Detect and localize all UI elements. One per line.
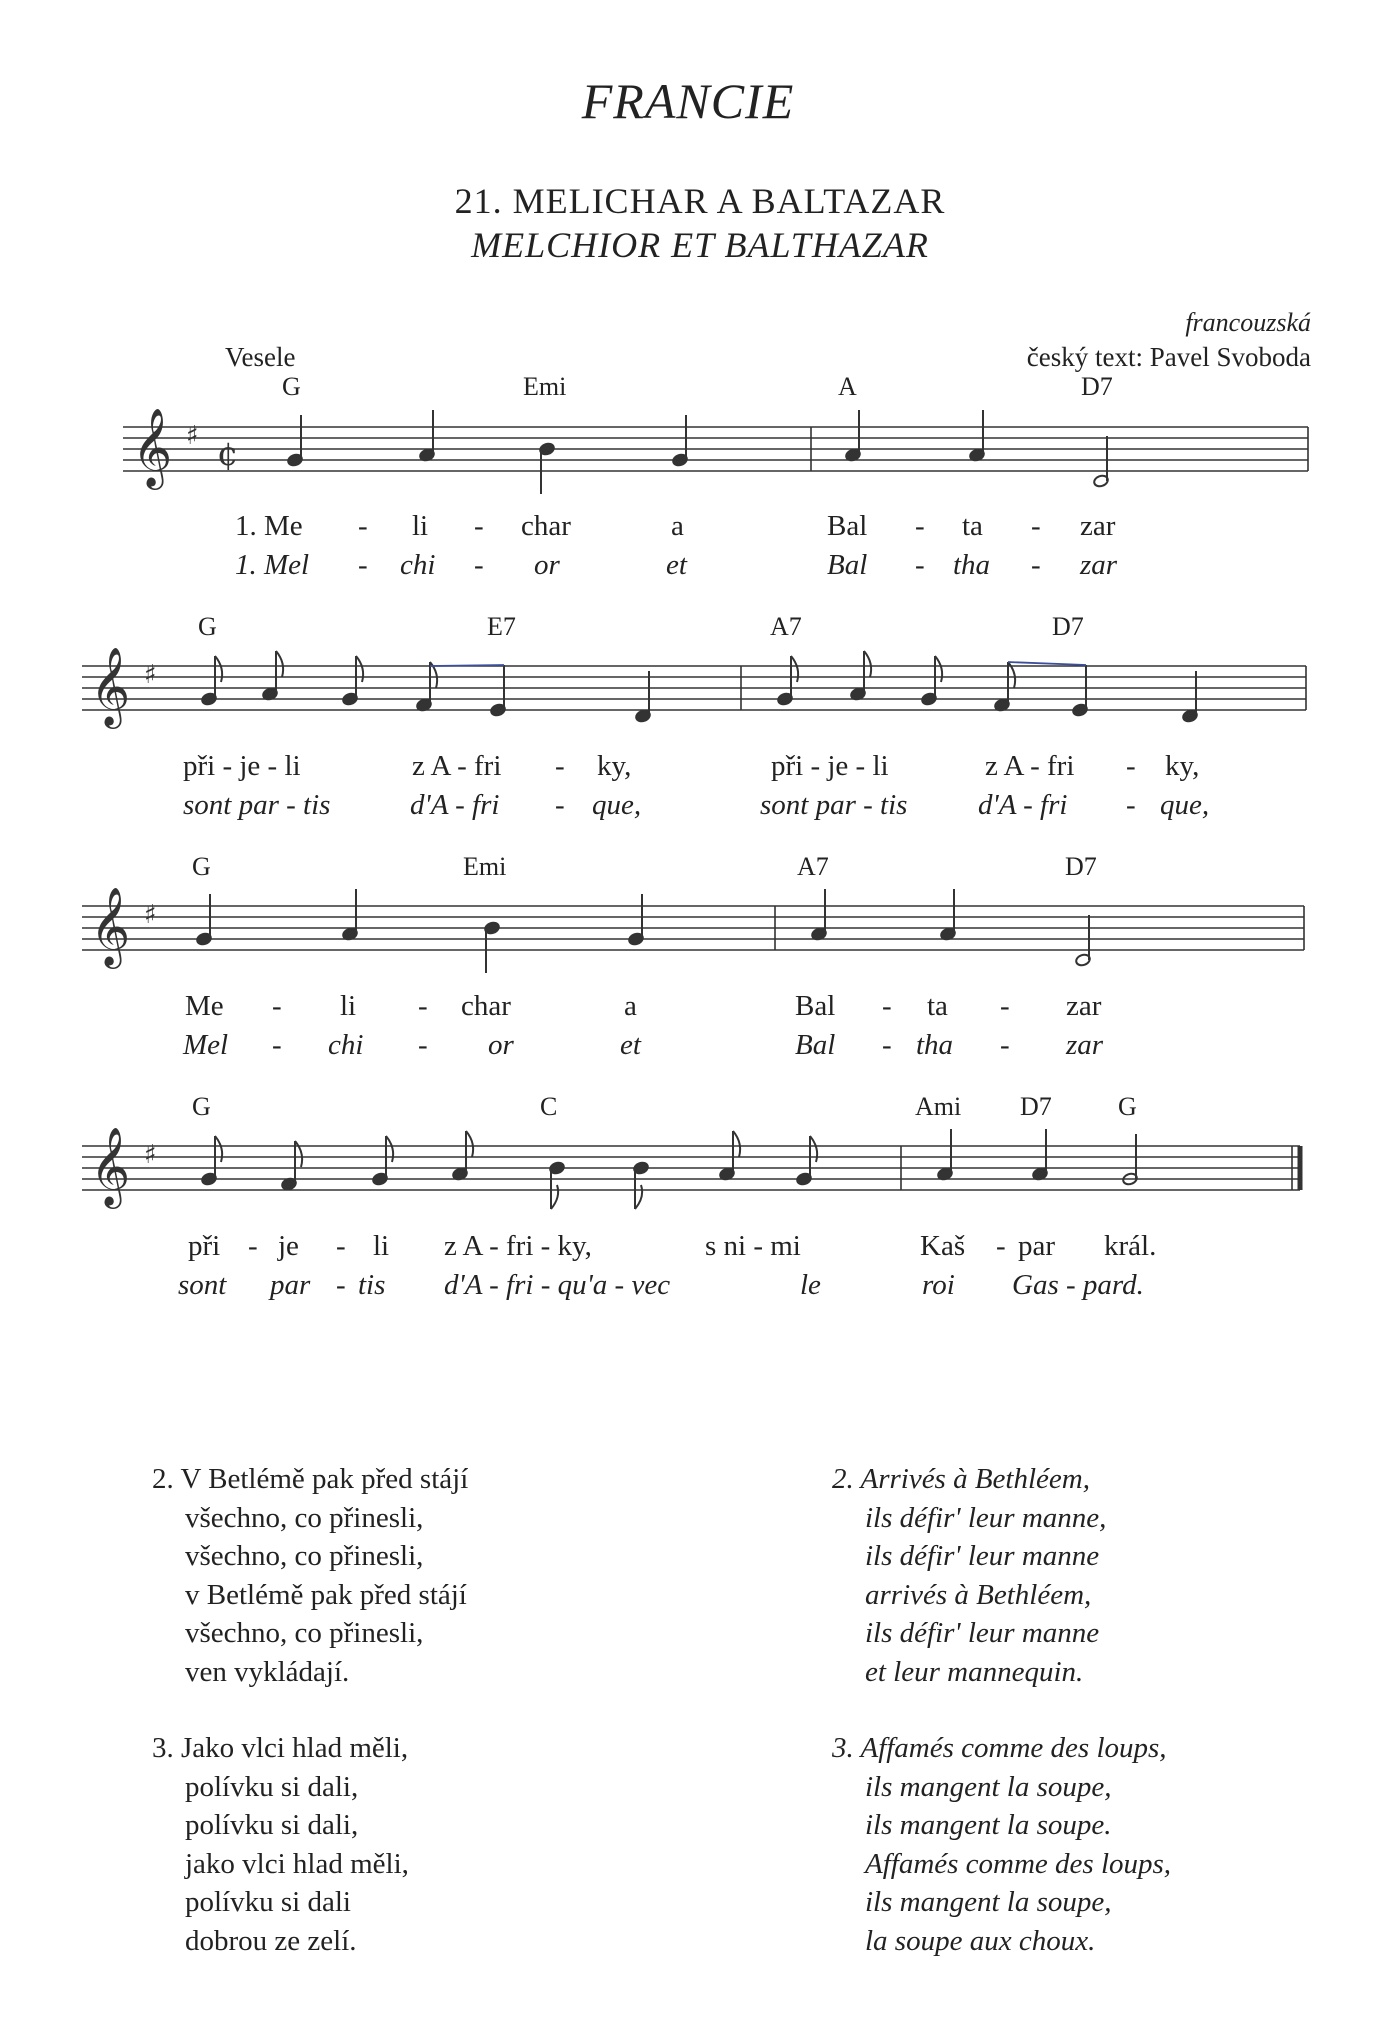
lyric-syllable: char bbox=[521, 510, 571, 542]
lyric-syllable: ky, bbox=[1165, 750, 1200, 782]
lyric-hyphen: - bbox=[474, 549, 484, 581]
lyric-syllable: při - je - li bbox=[771, 750, 889, 782]
verse-line: ils défir' leur manne bbox=[865, 1617, 1100, 1649]
lyric-hyphen: - bbox=[336, 1230, 346, 1262]
treble-clef-icon: 𝄞 bbox=[90, 1127, 131, 1206]
lyric-hyphen: - bbox=[358, 510, 368, 542]
chord: D7 bbox=[1065, 852, 1097, 881]
verse-line: všechno, co přinesli, bbox=[185, 1617, 424, 1649]
lyric-hyphen: - bbox=[272, 1029, 282, 1061]
lyric-syllable: při bbox=[188, 1230, 221, 1262]
cut-time-icon: ¢ bbox=[217, 434, 239, 474]
lyric-syllable: char bbox=[461, 990, 511, 1022]
verse-line: 3. Affamés comme des loups, bbox=[832, 1732, 1167, 1764]
sharp-icon: ♯ bbox=[144, 900, 157, 930]
lyric-hyphen: - bbox=[336, 1269, 346, 1301]
lyric-syllable-fr: zar bbox=[1066, 1029, 1104, 1061]
lyric-syllable-fr: le bbox=[800, 1269, 821, 1301]
lyric-hyphen: - bbox=[358, 549, 368, 581]
lyric-hyphen: - bbox=[1000, 990, 1010, 1022]
lyric-hyphen: - bbox=[555, 750, 565, 782]
lyric-syllable-fr: tha bbox=[916, 1029, 954, 1061]
verse-line: ils mangent la soupe. bbox=[865, 1809, 1112, 1841]
treble-clef-icon: 𝄞 bbox=[132, 408, 173, 487]
lyric-syllable: par bbox=[1018, 1230, 1056, 1262]
verse-line: v Betlémě pak před stájí bbox=[185, 1578, 467, 1611]
lyric-hyphen: - bbox=[248, 1230, 258, 1262]
verse-line: ils défir' leur manne, bbox=[865, 1501, 1107, 1534]
chord: Emi bbox=[463, 852, 507, 881]
lyric-hyphen: - bbox=[474, 510, 484, 542]
chord: G bbox=[1118, 1092, 1137, 1121]
lyric-syllable: zar bbox=[1080, 510, 1116, 542]
lyric-syllable-fr: que, bbox=[1160, 789, 1210, 821]
verse-3-czech bbox=[152, 1729, 409, 1960]
verse-2-french bbox=[832, 1460, 1106, 1691]
chord: Emi bbox=[523, 372, 567, 401]
lyric-syllable: a bbox=[624, 990, 637, 1022]
verse-3-french bbox=[832, 1729, 1171, 1960]
lyric-hyphen: - bbox=[882, 990, 892, 1022]
lyric-syllable: z A - fri bbox=[412, 750, 502, 782]
verse-line: ils mangent la soupe, bbox=[865, 1770, 1112, 1803]
lyric-syllable-fr: que, bbox=[592, 789, 642, 821]
lyric-syllable-fr: Bal bbox=[795, 1029, 836, 1061]
verse-line: všechno, co přinesli, bbox=[185, 1501, 424, 1534]
lyric-syllable-fr: tis bbox=[358, 1269, 386, 1301]
lyric-syllable-fr: or bbox=[488, 1029, 514, 1061]
lyric-syllable-fr: d'A - fri bbox=[410, 789, 500, 821]
chord: G bbox=[282, 372, 301, 401]
sharp-icon: ♯ bbox=[186, 421, 199, 451]
verse-line: 3. Jako vlci hlad měli, bbox=[152, 1732, 409, 1764]
sharp-icon: ♯ bbox=[144, 1140, 157, 1170]
sharp-icon: ♯ bbox=[144, 660, 157, 690]
treble-clef-icon: 𝄞 bbox=[90, 647, 131, 726]
lyric-hyphen: - bbox=[882, 1029, 892, 1061]
lyric-hyphen: - bbox=[1126, 789, 1136, 821]
verse-line: Affamés comme des loups, bbox=[865, 1847, 1172, 1880]
lyric-syllable: při - je - li bbox=[183, 750, 301, 782]
chord: G bbox=[192, 1092, 211, 1121]
lyric-syllable-fr: chi bbox=[400, 549, 436, 581]
lyric-syllable-fr: sont par - tis bbox=[183, 789, 331, 821]
verse-line: 2. V Betlémě pak před stájí bbox=[152, 1463, 469, 1495]
chord: G bbox=[198, 612, 217, 641]
lyric-syllable: 1. Me bbox=[235, 510, 303, 542]
lyric-syllable: a bbox=[671, 510, 684, 542]
tempo-marking: Vesele bbox=[225, 342, 296, 372]
lyric-syllable-fr: or bbox=[534, 549, 560, 581]
lyric-syllable: ta bbox=[962, 510, 983, 542]
chord: A7 bbox=[797, 852, 829, 881]
verse-line: la soupe aux choux. bbox=[865, 1924, 1096, 1957]
chord: D7 bbox=[1081, 372, 1113, 401]
lyric-syllable: z A - fri bbox=[985, 750, 1075, 782]
translator-credit: český text: Pavel Svoboda bbox=[1026, 342, 1311, 372]
lyric-syllable-fr: Gas - pard. bbox=[1012, 1269, 1144, 1301]
lyric-syllable: li bbox=[373, 1230, 390, 1262]
lyric-syllable-fr: Mel bbox=[183, 1029, 229, 1061]
lyric-syllable: z A - fri - ky, bbox=[444, 1230, 592, 1262]
verse-line: dobrou ze zelí. bbox=[185, 1924, 357, 1957]
song-origin: francouzská bbox=[1185, 308, 1311, 337]
lyric-hyphen: - bbox=[996, 1230, 1006, 1262]
chord: Ami bbox=[915, 1092, 962, 1121]
lyric-syllable-fr: sont bbox=[178, 1269, 227, 1301]
lyric-syllable-fr: 1. Mel bbox=[235, 549, 310, 581]
lyric-syllable: Bal bbox=[795, 990, 836, 1022]
lyric-syllable-fr: roi bbox=[922, 1269, 955, 1301]
lyric-syllable: král. bbox=[1104, 1230, 1157, 1262]
lyric-syllable-fr: et bbox=[620, 1029, 641, 1061]
verse-2-czech bbox=[152, 1460, 468, 1691]
verse-line: jako vlci hlad měli, bbox=[185, 1847, 409, 1880]
lyric-syllable: s ni - mi bbox=[705, 1230, 801, 1262]
verse-line: polívku si dali bbox=[185, 1886, 351, 1918]
lyric-syllable: zar bbox=[1066, 990, 1102, 1022]
song-title: 21. MELICHAR A BALTAZAR bbox=[454, 181, 946, 221]
lyric-syllable-fr: d'A - fri bbox=[978, 789, 1068, 821]
lyric-syllable-fr: et bbox=[666, 549, 687, 581]
verse-line: et leur mannequin. bbox=[865, 1655, 1084, 1688]
lyric-syllable-fr: Bal bbox=[827, 549, 868, 581]
chord: A7 bbox=[770, 612, 802, 641]
lyric-hyphen: - bbox=[1031, 549, 1041, 581]
lyric-syllable: Bal bbox=[827, 510, 868, 542]
chord: E7 bbox=[487, 612, 516, 641]
page-heading-country: FRANCIE bbox=[581, 73, 795, 129]
verse-line: polívku si dali, bbox=[185, 1770, 359, 1803]
treble-clef-icon: 𝄞 bbox=[90, 887, 131, 966]
lyric-syllable: li bbox=[340, 990, 357, 1022]
lyric-hyphen: - bbox=[555, 789, 565, 821]
song-subtitle: MELCHIOR ET BALTHAZAR bbox=[471, 225, 929, 265]
lyric-syllable-fr: tha bbox=[953, 549, 991, 581]
lyric-hyphen: - bbox=[915, 549, 925, 581]
lyric-hyphen: - bbox=[915, 510, 925, 542]
lyric-hyphen: - bbox=[1000, 1029, 1010, 1061]
lyric-syllable: ta bbox=[927, 990, 948, 1022]
verse-line: ils défir' leur manne bbox=[865, 1540, 1100, 1572]
verse-line: všechno, co přinesli, bbox=[185, 1540, 424, 1572]
lyric-syllable-fr: chi bbox=[328, 1029, 364, 1061]
lyric-hyphen: - bbox=[418, 990, 428, 1022]
lyric-syllable-fr: zar bbox=[1080, 549, 1118, 581]
lyric-syllable: Me bbox=[185, 990, 224, 1022]
lyric-syllable-fr: par bbox=[270, 1269, 311, 1301]
verse-line: 2. Arrivés à Bethléem, bbox=[832, 1463, 1090, 1495]
lyric-hyphen: - bbox=[1126, 750, 1136, 782]
chord: G bbox=[192, 852, 211, 881]
verse-line: ven vykládají. bbox=[185, 1655, 350, 1688]
lyric-syllable: je bbox=[278, 1230, 299, 1262]
lyric-syllable-fr: sont par - tis bbox=[760, 789, 908, 821]
lyric-hyphen: - bbox=[272, 990, 282, 1022]
chord: D7 bbox=[1020, 1092, 1052, 1121]
chord: D7 bbox=[1052, 612, 1084, 641]
verse-line: ils mangent la soupe, bbox=[865, 1886, 1112, 1918]
lyric-syllable: ky, bbox=[597, 750, 632, 782]
lyric-hyphen: - bbox=[418, 1029, 428, 1061]
verse-line: polívku si dali, bbox=[185, 1809, 359, 1841]
lyric-syllable-fr: d'A - fri - qu'a - vec bbox=[444, 1269, 671, 1301]
lyric-syllable: li bbox=[412, 510, 429, 542]
chord: A bbox=[838, 372, 857, 401]
lyric-syllable: Kaš bbox=[920, 1230, 966, 1262]
verse-line: arrivés à Bethléem, bbox=[865, 1578, 1092, 1611]
chord: C bbox=[540, 1092, 558, 1121]
lyric-hyphen: - bbox=[1031, 510, 1041, 542]
